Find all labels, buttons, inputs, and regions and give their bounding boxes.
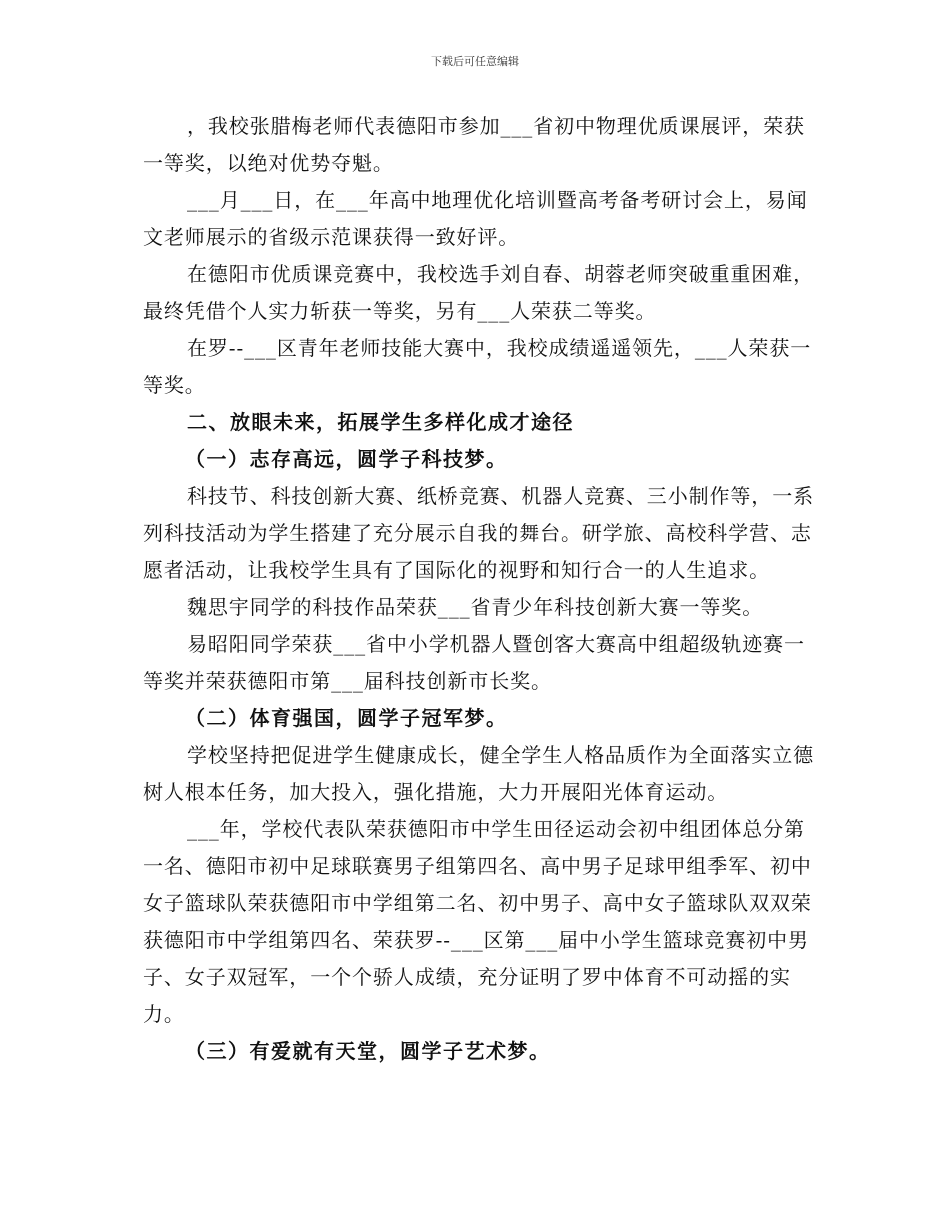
paragraph-geography-seminar: ___月___日，在___年高中地理优化培训暨高考备考研讨会上，易闻文老师展示的省级示范课获得一致好评。 — [143, 188, 808, 249]
paragraph-science-activities: 科技节、科技创新大赛、纸桥竞赛、机器人竞赛、三小制作等，一系列科技活动为学生搭建了充分展示自我的舞台。研学旅、高校科学营、志愿者活动，让我校学生具有了国际化的视野和知行合一的人生追求。 — [143, 484, 814, 582]
subheading-art-dream: （三）有爱就有天堂，圆学子艺术梦。 — [185, 1039, 551, 1063]
paragraph-sports-policy: 学校坚持把促进学生健康成长，健全学生人格品质作为全面落实立德树人根本任务，加大投入，强化措施，大力开展阳光体育运动。 — [143, 743, 814, 804]
paragraph-sports-results: ___年，学校代表队荣获德阳市中学生田径运动会初中组团体总分第一名、德阳市初中足球联赛男子组第四名、高中男子足球甲组季军、初中女子篮球队荣获德阳市中学组第二名、初中男子、高中女子篮球队双双荣获德阳市中学组第四名、荣获罗--___区第___届中小学生篮球竞赛初中男子、女子双冠军，一个个骄人成绩，充分证明了罗中体育不可动摇的实力。 — [143, 817, 812, 1026]
paragraph-wei-award: 魏思宇同学的科技作品荣获___省青少年科技创新大赛一等奖。 — [187, 595, 764, 619]
subheading-science-dream: （一）志存高远，圆学子科技梦。 — [185, 447, 508, 471]
paragraph-yi-award: 易昭阳同学荣获___省中小学机器人暨创客大赛高中组超级轨迹赛一等奖并荣获德阳市第___届科技创新市长奖。 — [143, 632, 805, 693]
subheading-sports-dream: （二）体育强国，圆学子冠军梦。 — [185, 706, 508, 730]
document-body — [143, 108, 815, 1070]
paragraph-quality-lesson-contest: 在德阳市优质课竞赛中，我校选手刘自春、胡蓉老师突破重重困难，最终凭借个人实力斩获一等奖，另有___人荣获二等奖。 — [143, 262, 814, 323]
page-header-note: 下载后可任意编辑 — [431, 55, 519, 68]
paragraph-young-teacher-contest: 在罗--___区青年老师技能大赛中，我校成绩遥遥领先，___人荣获一等奖。 — [143, 336, 812, 397]
section-heading-two: 二、放眼未来，拓展学生多样化成才途径 — [187, 410, 574, 434]
paragraph-physics-award: ，我校张腊梅老师代表德阳市参加___省初中物理优质课展评，荣获一等奖，以绝对优势夺魁。 — [143, 114, 805, 175]
